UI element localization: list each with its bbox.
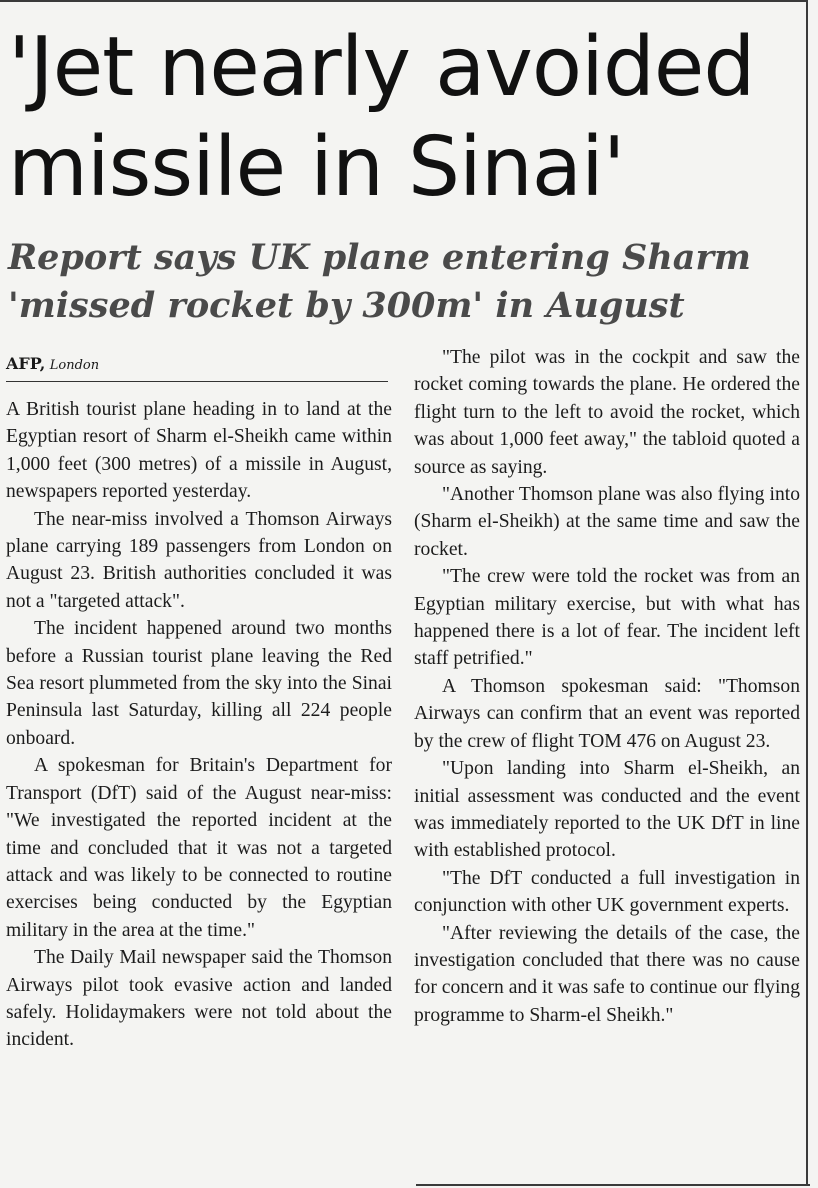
paragraph: "Upon landing into Sharm el-Sheikh, an initial assessment was conducted and the event was immediately reported to the UK DfT in line with established protocol. [414,758,800,862]
paragraph: The incident happened around two months before a Russian tourist plane leaving the Red Sea resort plummeted from the sky into the Sinai Peninsula last Saturday, killing all 224 people onboard. [6,618,392,749]
paragraph: "The pilot was in the cockpit and saw the rocket coming towards the plane. He ordered the flight turn to the left to avoid the rocket, which was about 1,000 feet away," the tabloid quoted a source as saying. [414,347,800,478]
byline-agency: AFP, [6,354,46,373]
bottom-rule [416,1184,810,1186]
byline [6,354,386,376]
article-column-right [414,344,800,1029]
paragraph: A British tourist plane heading in to land at the Egyptian resort of Sharm el-Sheikh came within 1,000 feet (300 metres) of a missile in August, newspapers reported yesterday. [6,399,392,503]
paragraph: A Thomson spokesman said: "Thomson Airways can confirm that an event was reported by the crew of flight TOM 476 on August 23. [414,675,800,752]
byline-divider [6,381,388,382]
paragraph: "After reviewing the details of the case, the investigation concluded that there was no cause for concern and it was safe to continue our flying programme to Sharm-el Sheikh." [414,922,800,1026]
byline-location: London [49,358,100,373]
article-column-left [6,396,392,1054]
subheadline: Report says UK plane entering Sharm 'missed rocket by 300m' in August [8,237,751,326]
paragraph: A spokesman for Britain's Department for Transport (DfT) said of the August near-miss: "We investigated the reported incident at the time and concluded that it was not a targeted attack and was likely to be connected to routine exercises being conducted by the Egyptian military in the area at the time." [6,755,392,941]
paragraph: The near-miss involved a Thomson Airways plane carrying 189 passengers from London on August 23. British authorities concluded it was not a "targeted attack". [6,508,392,612]
paragraph: "Another Thomson plane was also flying into (Sharm el-Sheikh) at the same time and saw the rocket. [414,484,800,560]
headline: 'Jet nearly avoided missile in Sinai' [8,20,755,215]
paragraph: "The DfT conducted a full investigation in conjunction with other UK government experts. [414,867,800,917]
paragraph: "The crew were told the rocket was from an Egyptian military exercise, but with what has happened there is a lot of fear. The incident left staff petrified." [414,566,800,670]
paragraph: The Daily Mail newspaper said the Thomson Airways pilot took evasive action and landed safely. Holidaymakers were not told about the incident. [6,947,392,1051]
